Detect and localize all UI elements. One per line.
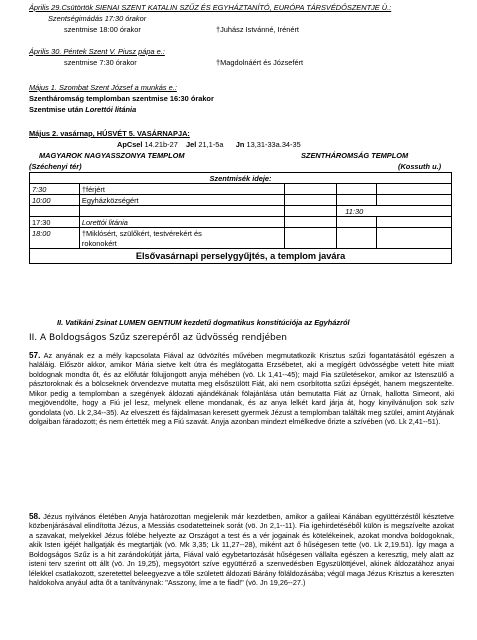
table-row: 10:00 Egyházközségért [30,195,452,206]
apr30-intention: †Magdolnáért és Józsefért [216,58,304,67]
schedule-header: Szentmisék ideje: [30,173,452,184]
may1-mass: Szentháromság templomban szentmise 16:30 órakor [29,94,214,103]
apr29-mass: szentmise 18:00 órakor [64,25,141,34]
collection-note: Elsővasárnapi perselygyűjtés, a templom javára [30,249,452,264]
paragraph-58: 58. Jézus nyilvános életében Anyja határozottan megjelenik már kezdetben, amikor a galileai Kánában együttérzéstől késztetve közbenjárásával elindította Jézus, a Messiás csodatetteinek sorát (vö. Jn 2,1--11). Fia igehirdetéséből külön is megszívelte azokat a szavakat, melyekkel Jézus fölébe helyezte az Országot a test és a vér jogainak és kötelékeinek, azokat mondva boldogoknak, akik Isten igéjét hallgatják és megtartják (vö. Mk 3,35; Lk 11,27--28), miként azt ő hűségesen tette (vö. Lk 2,19.51). Így maga a Boldogságos Szűz is a hit zarándokútját járta, Fiával való egybetartozását hűségesen vállalta egészen a keresztig, mely alatt az isteni terv szerint ott állt (vö. Jn 19,25), megsyötört szíve együttérző a szenvedésben Egyszülöttjével, akinek áldozatához anyai lélekkel csatlakozott, szeretettel beleegyezve a tőle született áldozati Bárány föláldozásába; végül maga Jézus Krisztus a kereszten haldokolva anyául adta őt a tanítványnak: "Asszony, íme a te fiad!" (vö. Jn 19,26--27.) [29,512,454,588]
table-row: 18:00 †Miklósért, szülőkért, testvérekért és [30,228,452,239]
mass-schedule-table [29,172,452,264]
document-title: II. Vatikáni Zsinat LUMEN GENTIUM kezdetű dogmatikus konstitúciója az Egyházról [57,318,350,327]
church-right-place: (Kossuth u.) [398,162,442,171]
apr29-intention: †Juhász Istvánné, Irénért [216,25,299,34]
section-title: II. A Boldogságos Szűz szerepéről az üdvösség rendjében [29,333,287,343]
table-row: 7:30 †férjért [30,184,452,195]
apr30-heading: Április 30. Péntek Szent V. Piusz pápa e.: [29,47,165,56]
may2-heading: Május 2. vasárnap, HÚSVÉT 5. VASÁRNAPJA: [29,129,190,138]
table-row: rokonokért [30,238,452,249]
church-right-name: SZENTHÁROMSÁG TEMPLOM [301,151,409,160]
apr30-mass: szentmise 7:30 órakor [64,58,137,67]
apr29-heading: Április 29.Csütörtök SIENAI SZENT KATALIN SZŰZ ÉS EGYHÁZTANÍTÓ, EURÓPA TÁRSVÉDŐSZENTJE Ü.: [29,3,392,12]
may1-litany: Szentmise után Lorettói litánia [29,105,137,114]
table-row: 17:30 Lorettói litánia [30,217,452,228]
paragraph-57: 57. Az anyának ez a mély kapcsolata Fiával az üdvözítés művében megmutatkozik Krisztus szűzi fogantatásától egészen a haláláig. Először akkor, amikor Mária sietve kelt útra és meglátogatta Erzsébetet, aki a megígért üdvösségbe vetett hite miatt boldognak mondta őt, és az előfutár fölujjongott anyja méhében (vö. Lk 1,41--45); majd Fia születésekor, amikor az Istenszülő a pásztoroknak és a bölcseknek örvendezve mutatta meg elsőszülött Fiát, aki nem csorbította szűzi épségét, hanem megszentelte. Mikor pedig a templomban a szegények áldozati ajándékának fölajánlása után bemutatta Fiát az Úrnak, hallotta Simeont, aki megjövendölte, hogy a Fiú jel lesz, melynek ellene mondanak, és az anya lelkét kard járja át, hogy kinyilvánuljon sok szív gondolata (vö. Lk 2,34--35). Az elveszett és fájdalmasan keresett gyermek Jézust a templomban találták meg szülei, amint Atyjának dolgaiban fáradozott; és nem értették meg a Fiú szavát. Anyja azonban mindezt elmélkedve őrizte a szívében (vö. Lk 2,41--51). [29,351,455,427]
may1-heading: Május 1. Szombat Szent József a munkás e.: [29,83,177,92]
table-row: 11:30 [30,206,452,217]
church-left-name: MAGYAROK NAGYASSZONYA TEMPLOM [39,151,185,160]
church-left-place: (Széchenyi tér) [29,162,82,171]
apr29-adoration: Szentségimádás 17:30 órakor [48,14,147,23]
readings-line: ApCsel 14.21b-27 Jel 21,1-5a Jn 13,31-33a.34-35 [117,140,301,149]
